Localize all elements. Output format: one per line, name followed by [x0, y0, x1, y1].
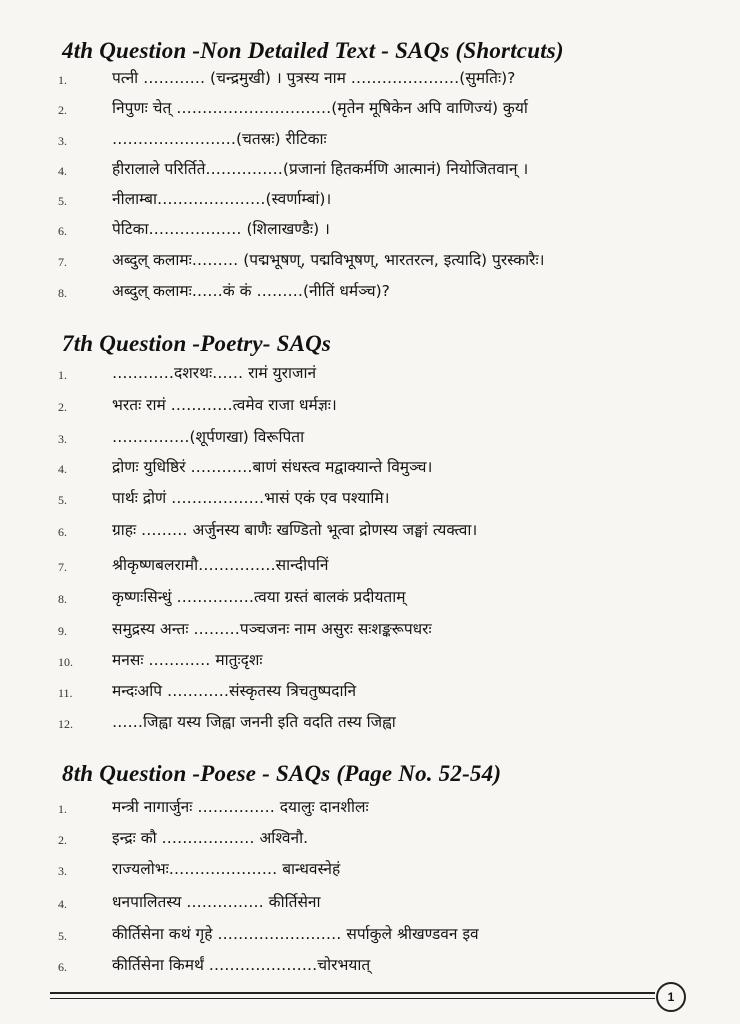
list-item [0, 617, 740, 647]
list-item [0, 826, 740, 856]
item-number: 2. [58, 400, 67, 414]
item-number: 12. [58, 717, 73, 731]
item-number: 4. [58, 164, 67, 178]
item-text: भरतः रामं …………त्वमेव राजा धर्मज्ञः। [112, 396, 337, 414]
item-text: पेटिका……………… (शिलाखण्डैः) । [112, 220, 330, 238]
list-item [0, 66, 740, 96]
section-heading: 8th Question -Poese - SAQs (Page No. 52-54) [62, 761, 502, 786]
item-text: कृष्णःसिन्धुं ……………त्वया ग्रस्तं बालकं प्रदीयताम् [112, 588, 406, 606]
list-item [0, 187, 740, 217]
list-item [0, 553, 740, 583]
item-number: 5. [58, 493, 67, 507]
item-text: कीर्तिसेना किमर्थं …………………चोरभयात् [112, 956, 371, 974]
item-number: 2. [58, 103, 67, 117]
list-item [0, 127, 740, 157]
item-text: ……………………(चतस्रः) रीटिकाः [112, 130, 327, 148]
item-number: 6. [58, 224, 67, 238]
item-text: श्रीकृष्णबलरामौ……………सान्दीपनिं [112, 556, 329, 574]
item-number: 3. [58, 134, 67, 148]
item-number: 1. [58, 73, 67, 87]
list-item [0, 361, 740, 391]
list-item [0, 710, 740, 740]
list-item [0, 679, 740, 709]
item-text: समुद्रस्य अन्तः ………पञ्चजनः नाम असुरः सःशङ्करूपधरः [112, 620, 432, 638]
item-number: 5. [58, 929, 67, 943]
item-number: 2. [58, 833, 67, 847]
item-number: 9. [58, 624, 67, 638]
item-number: 8. [58, 592, 67, 606]
item-text: …………दशरथः…… रामं युराजानं [112, 364, 317, 382]
item-number: 7. [58, 255, 67, 269]
item-text: मन्त्री नागार्जुनः …………… दयालुः दानशीलः [112, 798, 369, 816]
list-item [0, 248, 740, 278]
item-text: हीरालाले परिर्तिते……………(प्रजानां हितकर्मणि आत्मानं) नियोजितवान् । [112, 160, 529, 178]
list-item [0, 922, 740, 952]
item-number: 4. [58, 462, 67, 476]
item-text: ग्राहः ……… अर्जुनस्य बाणैः खण्डितो भूत्वा द्रोणस्य जङ्घां त्यक्त्वा। [112, 521, 478, 539]
footer-rule [50, 992, 655, 994]
item-text: अब्दुल् कलामः……… (पद्मभूषण्, पद्मविभूषण्, भारतरत्न, इत्यादि) पुरस्कारैः। [112, 251, 545, 269]
item-text: निपुणः चेत् …………………………(मृतेन मूषिकेन अपि वाणिज्यं) कुर्या [112, 99, 528, 117]
section-heading: 4th Question -Non Detailed Text - SAQs (Shortcuts) [62, 38, 564, 63]
item-text: नीलाम्बा…………………(स्वर्णाम्बां)। [112, 190, 332, 208]
item-number: 1. [58, 802, 67, 816]
section-heading: 7th Question -Poetry- SAQs [62, 331, 332, 356]
item-text: कीर्तिसेना कथं गृहे …………………… सर्पाकुले श्रीखण्डवन इव [112, 925, 479, 943]
list-item [0, 96, 740, 126]
item-number: 1. [58, 368, 67, 382]
page-number: 1 [656, 982, 686, 1012]
item-text: पत्नी ………… (चन्द्रमुखी) । पुत्रस्य नाम …………………(सुमतिः)? [112, 69, 516, 87]
item-text: धनपालितस्य …………… कीर्तिसेना [112, 893, 321, 911]
item-number: 6. [58, 960, 67, 974]
list-item [0, 518, 740, 548]
list-item [0, 393, 740, 423]
item-number: 7. [58, 560, 67, 574]
item-number: 8. [58, 286, 67, 300]
list-item [0, 890, 740, 920]
list-item [0, 157, 740, 187]
item-text: पार्थः द्रोणं ………………भासं एकं एव पश्यामि। [112, 489, 390, 507]
item-number: 5. [58, 194, 67, 208]
item-text: अब्दुल् कलामः……कं कं ………(नीतिं धर्मञ्च)? [112, 282, 390, 300]
footer-rule-thin [50, 998, 655, 999]
item-number: 11. [58, 686, 73, 700]
item-text: ……जिह्वा यस्य जिह्वा जननी इति वदति तस्य जिह्वा [112, 713, 396, 731]
list-item [0, 279, 740, 309]
list-item [0, 486, 740, 516]
list-item [0, 425, 740, 455]
list-item [0, 857, 740, 887]
item-text: मनसः ………… मातुःदृशः [112, 651, 263, 669]
item-number: 4. [58, 897, 67, 911]
item-number: 10. [58, 655, 73, 669]
list-item [0, 648, 740, 678]
item-number: 3. [58, 432, 67, 446]
item-number: 6. [58, 525, 67, 539]
item-text: मन्दःअपि …………संस्कृतस्य त्रिचतुष्पदानि [112, 682, 357, 700]
item-text: द्रोणः युधिष्ठिरं …………बाणं संधस्त्व मद्वाक्यान्ते विमुञ्च। [112, 458, 433, 476]
item-text: ……………(शूर्पणखा) विरूपिता [112, 428, 305, 446]
list-item [0, 455, 740, 485]
item-text: इन्द्रः कौ ……………… अश्विनौ. [112, 829, 309, 847]
list-item [0, 217, 740, 247]
list-item [0, 795, 740, 825]
list-item [0, 953, 740, 983]
list-item [0, 585, 740, 615]
item-number: 3. [58, 864, 67, 878]
item-text: राज्यलोभः………………… बान्धवस्नेहं [112, 860, 341, 878]
